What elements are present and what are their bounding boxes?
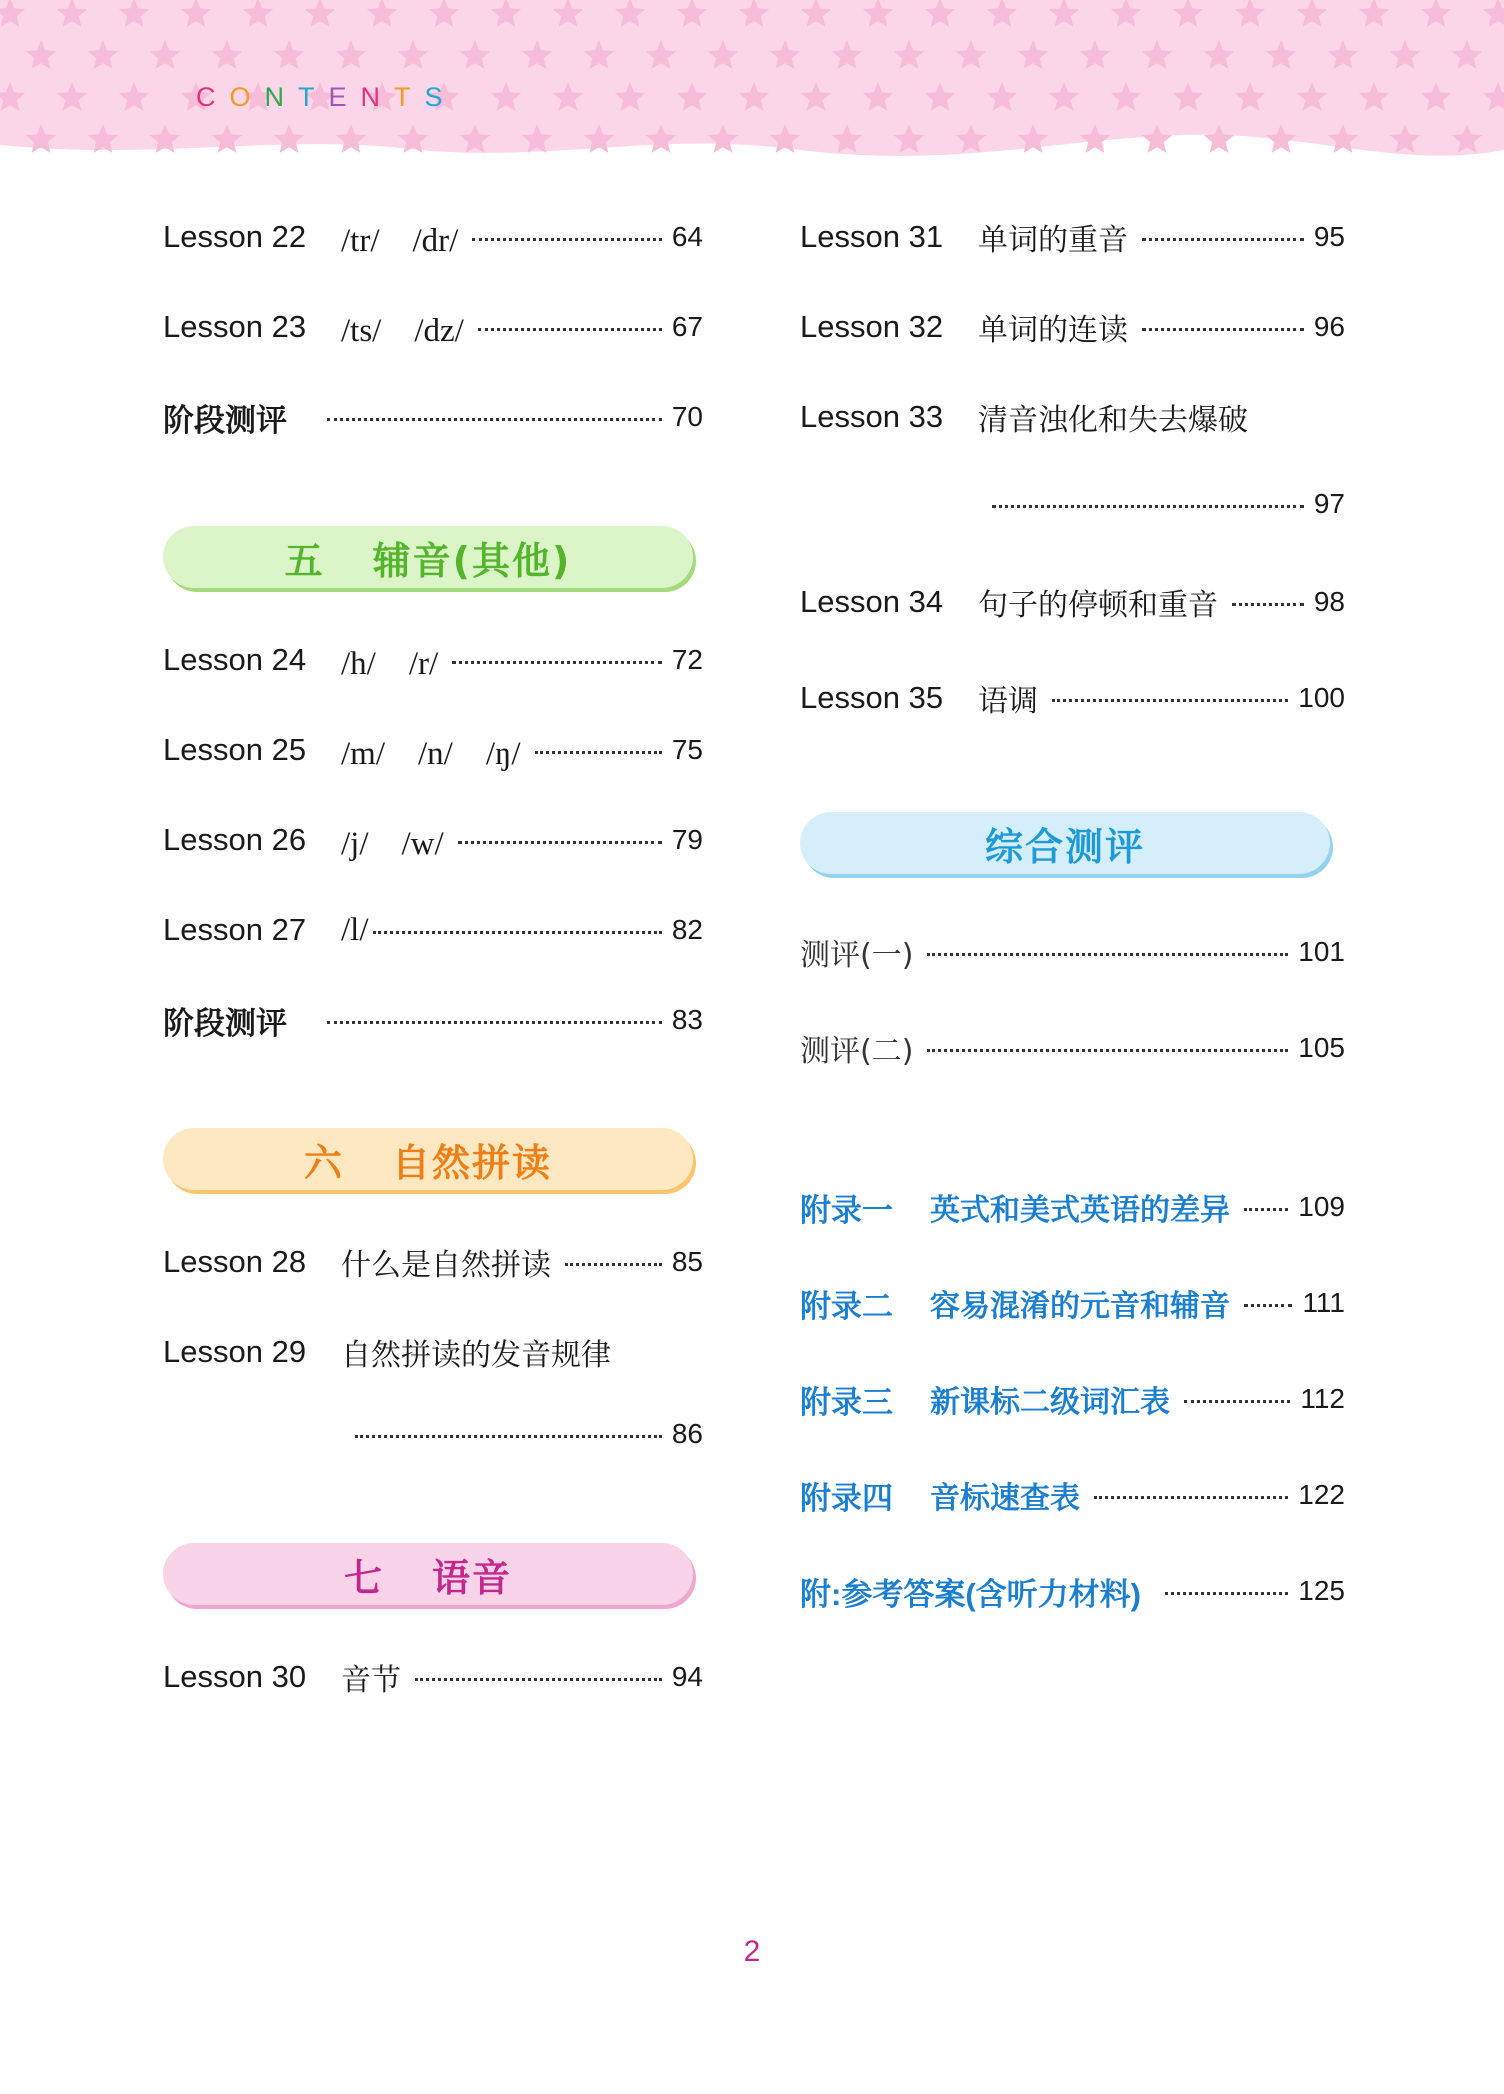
- contents-letter: N: [360, 82, 395, 112]
- appendix-topic: 音标速查表: [930, 1481, 1080, 1516]
- section-title: 语音: [432, 1555, 513, 1600]
- lesson-number: Lesson 22: [163, 219, 307, 254]
- lesson-number: Lesson 30: [163, 1659, 307, 1694]
- page-ref: 125: [1298, 1575, 1345, 1606]
- lesson-number: Lesson 35: [800, 680, 944, 715]
- toc-entry[interactable]: [163, 818, 703, 862]
- lesson-number: Lesson 26: [163, 822, 307, 857]
- dot-leader: [327, 418, 662, 421]
- dot-leader: [1232, 603, 1304, 606]
- page-ref: 83: [671, 1004, 703, 1035]
- page-ref: 105: [1298, 1032, 1345, 1063]
- page-ref: 64: [671, 221, 703, 252]
- dot-leader: [415, 1678, 662, 1681]
- appendix-entry[interactable]: [800, 1377, 1345, 1421]
- toc-entry[interactable]: [163, 728, 703, 772]
- appendix-label: 附录三: [800, 1384, 893, 1420]
- lesson-number: Lesson 32: [800, 309, 944, 344]
- lesson-topic: /j/ /w/: [341, 825, 444, 862]
- toc-entry[interactable]: [800, 580, 1345, 624]
- page-ref: 111: [1302, 1287, 1345, 1318]
- lesson-topic: 音节: [341, 1663, 401, 1698]
- contents-letter: C: [196, 82, 230, 112]
- toc-entry[interactable]: [163, 215, 703, 259]
- lesson-number: Lesson 33: [800, 399, 944, 434]
- dot-leader: [355, 1435, 662, 1438]
- contents-letter: E: [328, 82, 361, 112]
- dot-leader: [1142, 328, 1304, 331]
- page-ref: 85: [671, 1246, 703, 1277]
- lesson-topic: /tr/ /dr/: [341, 222, 459, 259]
- dot-leader: [927, 953, 1288, 956]
- dot-leader: [992, 505, 1304, 508]
- toc-entry[interactable]: [163, 638, 703, 682]
- lesson-topic: /l/: [341, 911, 369, 948]
- toc-entry[interactable]: [163, 908, 703, 952]
- lesson-number: Lesson 25: [163, 732, 307, 767]
- lesson-number: Lesson 34: [800, 584, 944, 619]
- section-number: 七: [343, 1555, 384, 1600]
- page-ref: 82: [671, 914, 703, 945]
- dot-leader: [1244, 1208, 1288, 1211]
- dot-leader: [1244, 1304, 1292, 1307]
- page-ref: 79: [671, 824, 703, 855]
- dot-leader: [565, 1263, 662, 1266]
- toc-entry[interactable]: [800, 1026, 1345, 1070]
- toc-entry[interactable]: [800, 305, 1345, 349]
- lesson-topic: /ts/ /dz/: [341, 312, 464, 349]
- contents-letter: N: [264, 82, 299, 112]
- lesson-topic: 清音浊化和失去爆破: [978, 403, 1248, 438]
- section-banner-5: [163, 526, 693, 588]
- contents-letter: S: [424, 82, 457, 112]
- lesson-topic: 单词的重音: [978, 223, 1128, 258]
- lesson-topic: 语调: [978, 684, 1038, 719]
- dot-leader: [327, 1021, 662, 1024]
- toc-entry-continuation[interactable]: [992, 482, 1345, 526]
- toc-entry[interactable]: [163, 1330, 703, 1374]
- dot-leader: [1094, 1496, 1288, 1499]
- section-number: 六: [303, 1140, 344, 1185]
- toc-entry[interactable]: [800, 676, 1345, 720]
- section-title: 辅音(其他): [372, 538, 572, 583]
- lesson-number: Lesson 31: [800, 219, 944, 254]
- toc-entry[interactable]: [163, 1240, 703, 1284]
- page-ref: 122: [1298, 1479, 1345, 1510]
- lesson-number: Lesson 28: [163, 1244, 307, 1279]
- lesson-topic: 单词的连读: [978, 313, 1128, 348]
- page-number: 2: [743, 1935, 761, 1968]
- toc-entry[interactable]: [800, 215, 1345, 259]
- dot-leader: [458, 841, 662, 844]
- page-ref: 67: [671, 311, 703, 342]
- page-ref: 101: [1298, 936, 1345, 967]
- appendix-topic: 英式和美式英语的差异: [930, 1193, 1230, 1228]
- section-banner-7: [163, 1543, 693, 1605]
- appendix-topic: 容易混淆的元音和辅音: [930, 1289, 1230, 1324]
- test-label: 测评(一): [800, 938, 914, 973]
- contents-heading: [196, 82, 457, 113]
- page-ref: 98: [1313, 586, 1345, 617]
- dot-leader: [1184, 1400, 1290, 1403]
- appendix-entry[interactable]: [800, 1281, 1345, 1325]
- dot-leader: [535, 751, 662, 754]
- dot-leader: [1142, 238, 1304, 241]
- lesson-number: Lesson 29: [163, 1334, 307, 1369]
- lesson-topic: /m/ /n/ /ŋ/: [341, 735, 521, 772]
- toc-entry[interactable]: [163, 395, 703, 439]
- section-title: 综合测评: [984, 824, 1145, 869]
- lesson-number: Lesson 24: [163, 642, 307, 677]
- page-ref: 72: [671, 644, 703, 675]
- lesson-number: Lesson 23: [163, 309, 307, 344]
- dot-leader: [1165, 1592, 1288, 1595]
- page-ref: 75: [671, 734, 703, 765]
- dot-leader: [452, 661, 662, 664]
- dot-leader: [373, 931, 662, 934]
- test-label: 测评(二): [800, 1034, 914, 1069]
- page-header: [0, 0, 1504, 175]
- page-ref: 70: [671, 401, 703, 432]
- contents-letter: T: [298, 82, 329, 112]
- toc-entry[interactable]: [163, 1655, 703, 1699]
- page-ref: 96: [1313, 311, 1345, 342]
- dot-leader: [472, 238, 662, 241]
- lesson-topic: 什么是自然拼读: [341, 1248, 551, 1283]
- page-ref: 95: [1313, 221, 1345, 252]
- contents-letter: O: [229, 82, 265, 112]
- appendix-entry[interactable]: [800, 1569, 1345, 1613]
- lesson-topic: /h/ /r/: [341, 645, 439, 682]
- section-title: 自然拼读: [392, 1140, 553, 1185]
- toc-entry[interactable]: [800, 395, 1345, 439]
- appendix-label: 附录四: [800, 1480, 893, 1516]
- toc-entry[interactable]: [163, 998, 703, 1042]
- page-ref: 94: [671, 1661, 703, 1692]
- lesson-topic: 自然拼读的发音规律: [341, 1338, 611, 1373]
- appendix-entry[interactable]: [800, 1185, 1345, 1229]
- appendix-entry[interactable]: [800, 1473, 1345, 1517]
- lesson-number: Lesson 27: [163, 912, 307, 947]
- page-ref: 109: [1298, 1191, 1345, 1222]
- toc-entry[interactable]: [800, 930, 1345, 974]
- appendix-label: 附录一: [800, 1192, 893, 1228]
- dot-leader: [1052, 699, 1288, 702]
- dot-leader: [927, 1049, 1288, 1052]
- dot-leader: [478, 328, 662, 331]
- page-ref: 97: [1313, 488, 1345, 519]
- toc-entry[interactable]: [163, 305, 703, 349]
- page-ref: 100: [1298, 682, 1345, 713]
- section-test-label: 阶段测评: [163, 402, 287, 438]
- appendix-label: 附录二: [800, 1288, 893, 1324]
- appendix-label: 附:参考答案(含听力材料): [800, 1576, 1141, 1612]
- appendix-topic: 新课标二级词汇表: [930, 1385, 1170, 1420]
- section-banner-6: [163, 1128, 693, 1190]
- toc-entry-continuation[interactable]: [355, 1412, 703, 1456]
- section-banner-comprehensive-test: [800, 812, 1330, 874]
- contents-letter: T: [394, 82, 425, 112]
- page-ref: 112: [1300, 1383, 1345, 1414]
- lesson-topic: 句子的停顿和重音: [978, 588, 1218, 623]
- section-number: 五: [284, 538, 325, 583]
- section-test-label: 阶段测评: [163, 1005, 287, 1041]
- page-ref: 86: [671, 1418, 703, 1449]
